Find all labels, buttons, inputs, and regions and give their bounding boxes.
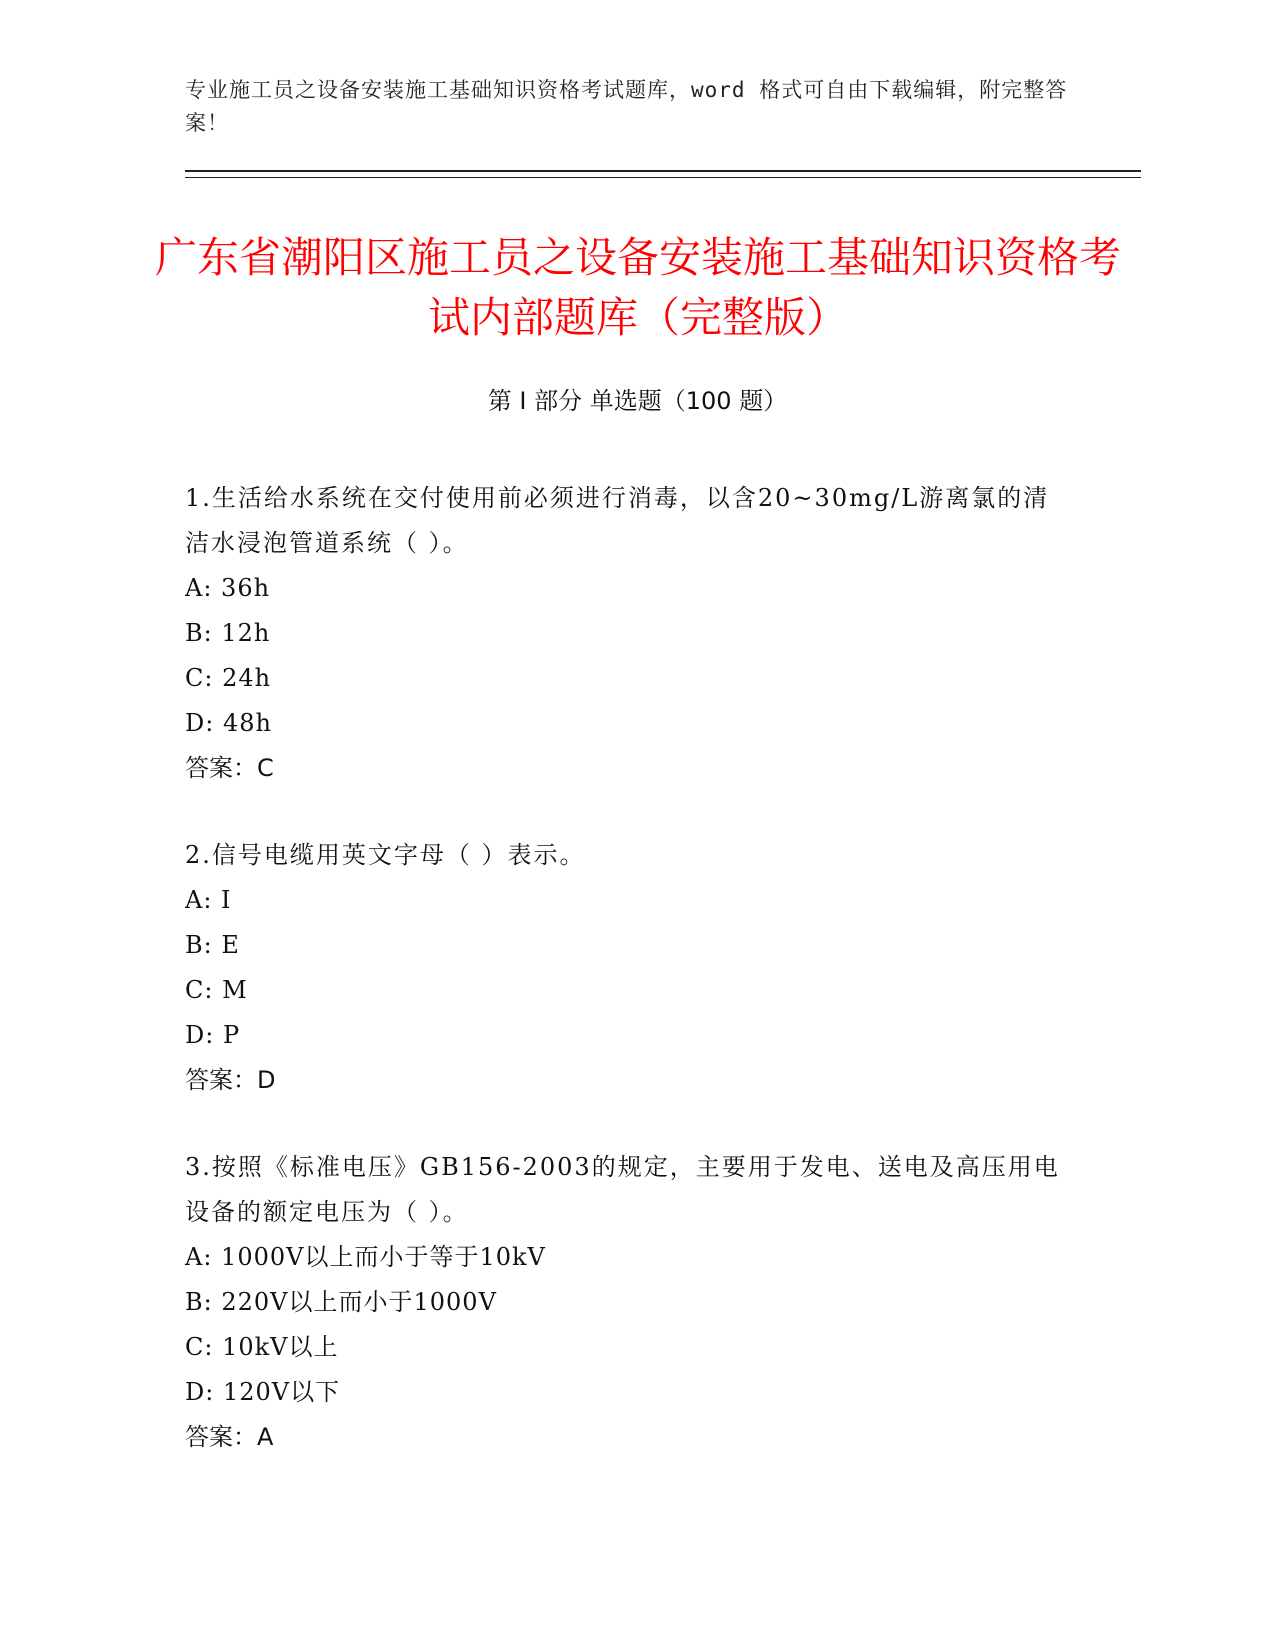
option-a: A: 36h (185, 574, 271, 602)
answer: 答案：D (185, 1066, 276, 1094)
question-1 (185, 476, 1065, 791)
option-b: B: 220V以上而小于1000V (185, 1288, 497, 1316)
option-c: C: 24h (185, 664, 272, 692)
option-d: D: P (185, 1021, 241, 1049)
option-b: B: E (185, 931, 240, 959)
document-title: 广东省潮阳区施工员之设备安装施工基础知识资格考试内部题库（完整版） (154, 233, 1121, 342)
question-3 (185, 1145, 1065, 1460)
section-title: 第 I 部分 单选题（100 题） (487, 387, 788, 415)
question-list (185, 476, 1065, 1502)
answer: 答案：A (185, 1423, 274, 1451)
option-a: A: 1000V以上而小于等于10kV (185, 1243, 546, 1271)
option-a: A: I (185, 886, 232, 914)
header-divider-thin (185, 177, 1141, 178)
question-stem: 3.按照《标准电压》GB156-2003的规定，主要用于发电、送电及高压用电设备的额定电压为（ ）。 (185, 1153, 1060, 1226)
question-stem: 2.信号电缆用英文字母（ ）表示。 (185, 841, 586, 869)
answer: 答案：C (185, 754, 274, 782)
option-c: C: M (185, 976, 248, 1004)
header-divider-thick (185, 170, 1141, 172)
question-stem: 1.生活给水系统在交付使用前必须进行消毒，以含20~30mg/L游离氯的清洁水浸泡管道系统（ ）。 (185, 484, 1050, 557)
question-2 (185, 833, 1065, 1103)
header-note: 专业施工员之设备安装施工基础知识资格考试题库，word 格式可自由下载编辑，附完整答案！ (185, 78, 1068, 135)
option-c: C: 10kV以上 (185, 1333, 339, 1361)
option-b: B: 12h (185, 619, 271, 647)
option-d: D: 48h (185, 709, 272, 737)
option-d: D: 120V以下 (185, 1378, 341, 1406)
